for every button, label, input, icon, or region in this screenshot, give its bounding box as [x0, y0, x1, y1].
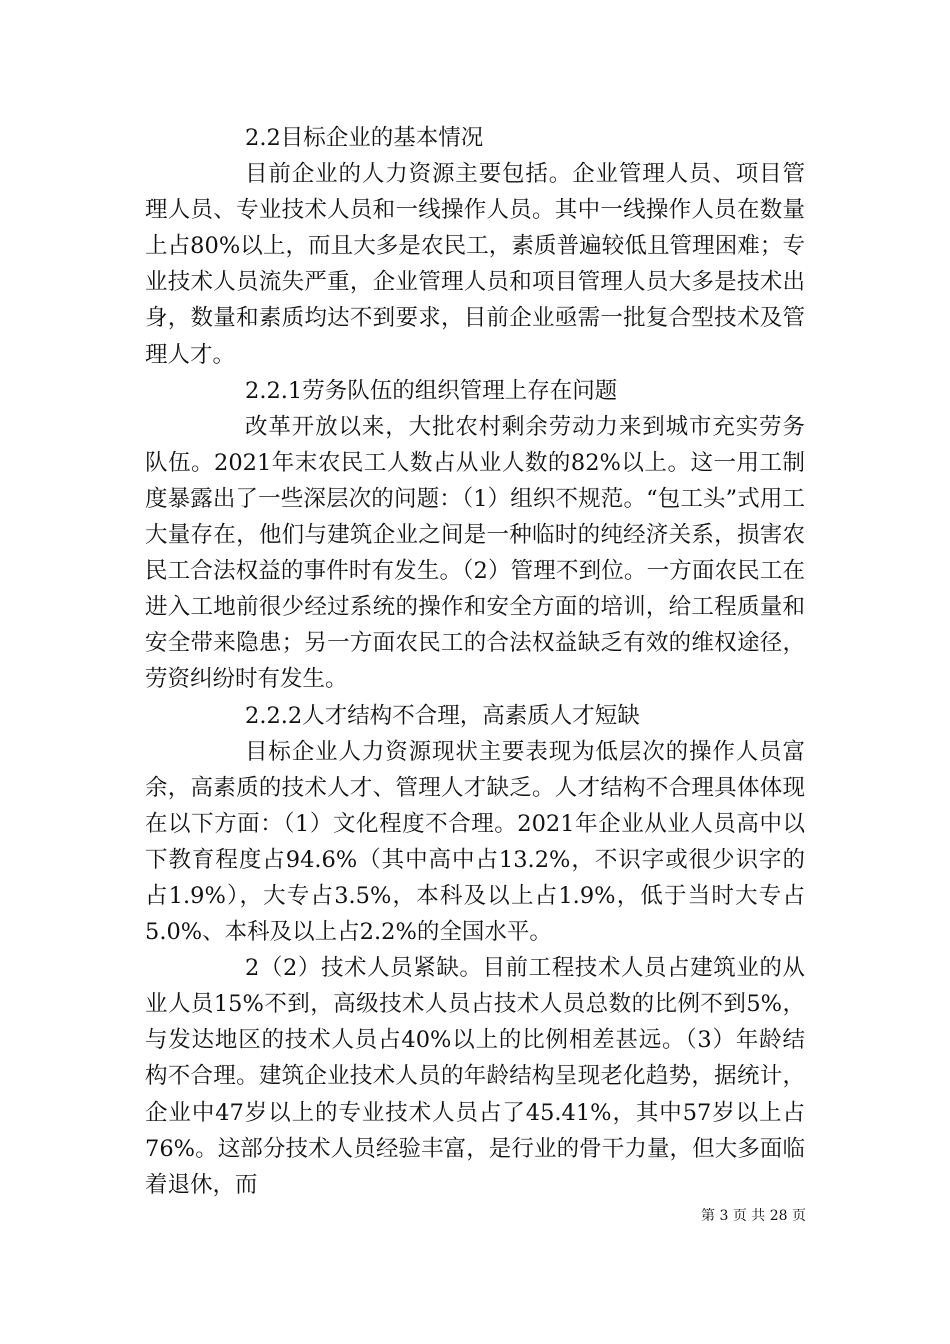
section-heading: 2.2.1劳务队伍的组织管理上存在问题: [245, 377, 618, 404]
paragraph: 2（2）技术人员紧缺。目前工程技术人员占建筑业的从业人员15%不到，高级技术人员占技术人员总数的比例不到5%，与发达地区的技术人员占40%以上的比例相差甚远。（3）年龄结构不合理。建筑企业技术人员的年龄结构呈现老化趋势，据统计，企业中47岁以上的专业技术人员占了45.41%，其中57岁以上占76%。这部分技术人员经验丰富，是行业的骨干力量，但大多面临着退休，而: [145, 955, 805, 1198]
document-body: [145, 120, 805, 1203]
section-heading: 2.2.2人才结构不合理，高素质人才短缺: [245, 702, 640, 729]
paragraph: 目前企业的人力资源主要包括。企业管理人员、项目管理人员、专业技术人员和一线操作人员。其中一线操作人员在数量上占80%以上，而且大多是农民工，素质普遍较低且管理困难；专业技术人员流失严重，企业管理人员和项目管理人员大多是技术出身，数量和素质均达不到要求，目前企业亟需一批复合型技术及管理人才。: [145, 161, 805, 368]
paragraph: 目标企业人力资源现状主要表现为低层次的操作人员富余，高素质的技术人才、管理人才缺乏。人才结构不合理具体体现在以下方面：（1）文化程度不合理。2021年企业从业人员高中以下教育程度占94.6%（其中高中占13.2%，不识字或很少识字的占1.9%），大专占3.5%，本科及以上占1.9%，低于当时大专占5.0%、本科及以上占2.2%的全国水平。: [145, 738, 805, 946]
page-number-footer: 第 3 页 共 28 页: [701, 1208, 806, 1224]
paragraph: 改革开放以来，大批农村剩余劳动力来到城市充实劳务队伍。2021年末农民工人数占从业人数的82%以上。这一用工制度暴露出了一些深层次的问题：（1）组织不规范。“包工头”式用工大量存在，他们与建筑企业之间是一种临时的纯经济关系，损害农民工合法权益的事件时有发生。（2）管理不到位。一方面农民工在进入工地前很少经过系统的操作和安全方面的培训，给工程质量和安全带来隐患；另一方面农民工的合法权益缺乏有效的维权途径，劳资纠纷时有发生。: [145, 413, 805, 693]
section-heading: 2.2目标企业的基本情况: [245, 125, 484, 151]
